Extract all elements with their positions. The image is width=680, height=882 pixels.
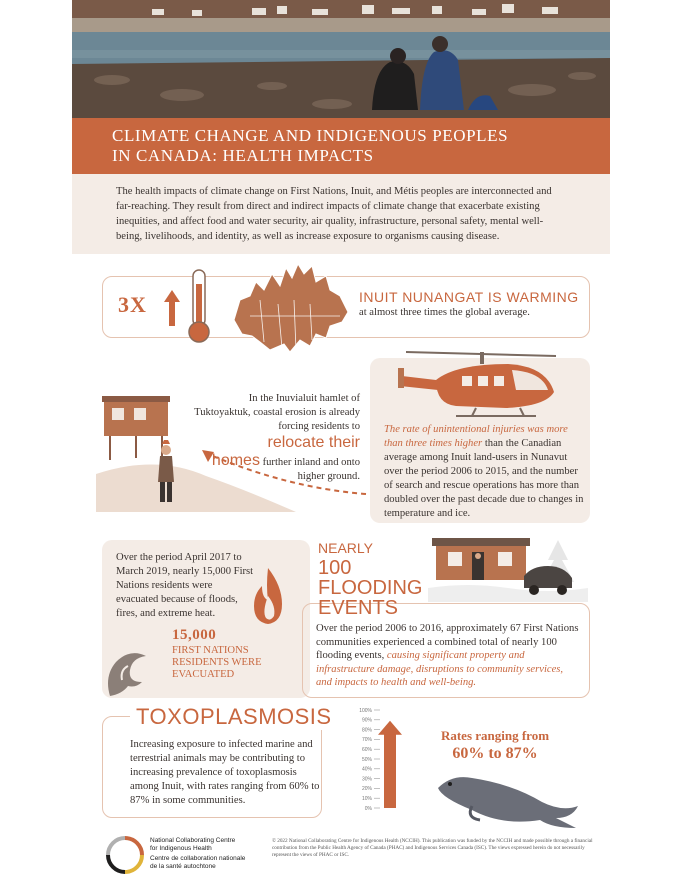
org-fr-line-1: Centre de collaboration nationale [150,855,246,862]
gauge-tick-label: 50% [361,756,372,763]
hero-photo [72,0,610,118]
org-fr-line-2: de la santé autochtone [150,863,216,870]
injury-rest: than the Canadian average among Inuit land-users in Nunavut over the period 2006 to 2015, and the number of search and rescue operations has more than doubled over the past decade due to changes in temperature and ice. [384,438,584,519]
flooding-text-main: Over the period 2006 to 2016, approximately 67 First Nations communities experienced a combined total of nearly 100 flooding events, [316,623,579,661]
erosion-post: further inland and onto higher ground. [262,457,360,482]
gauge-tick-label: 40% [361,766,372,773]
rates-line-2: 60% to 87% [452,745,538,762]
evacuation-number: 15,000 [172,627,217,643]
organization-name [150,837,245,871]
flooding-head-line-1: FLOODING [318,577,423,599]
rates-line-1: Rates ranging from [440,728,550,743]
flooding-head-small: NEARLY [318,540,373,556]
evacuation-label: FIRST NATIONS RESIDENTS WERE EVACUATED [172,645,262,680]
title-banner [72,118,610,174]
title-line-1: CLIMATE CHANGE AND INDIGENOUS PEOPLES [112,126,509,145]
org-en-line-2: for Indigenous Health [150,845,212,852]
erosion-highlight-1: relocate their [267,434,360,451]
warming-subtitle: at almost three times the global average. [359,307,530,318]
thermometer-icon [186,268,212,344]
org-en-line-1: National Collaborating Centre [150,837,236,844]
gauge-tick-label: 60% [361,747,372,753]
erosion-highlight-2: homes [211,452,260,469]
helicopter-icon [396,346,566,422]
rate-gauge-arrowhead [378,721,402,735]
gauge-tick-label: 70% [361,737,372,744]
infographic-page [72,0,610,882]
toxoplasmosis-text: Increasing exposure to infected marine and terrestrial animals may be contributing to increasing prevalence of toxoplasmosis among Inuit, with rates ranging from 60% to 87% in some communities. [130,739,320,806]
flood-wave-icon [102,636,166,698]
flooding-text [316,622,581,690]
flooding-headline [318,538,422,618]
seal-icon [432,766,582,830]
gauge-tick-label: 90% [361,717,372,724]
flooding-head-line-2: EVENTS [318,597,399,619]
gauge-tick-label: 20% [361,786,372,793]
gauge-tick-label: 80% [361,727,372,734]
rate-gauge-bar [384,733,396,808]
injury-emphasis: The rate of unintentional injuries was more than three times higher [384,424,568,449]
legal-notice: © 2022 National Collaborating Centre for Indigenous Health (NCCIH). This publication was funded by the NCCIH and made possible through a financial contribution from the Public Health Agency of Canada (PHAC) and Indigenous Services Canada (ISC). The views expressed herein do not necessarily represent the views of PHAC or ISC. [272,838,593,858]
gauge-tick-label: 10% [361,796,372,802]
arrow-up-icon [164,290,180,326]
rates-callout [430,727,560,763]
intro-paragraph: The health impacts of climate change on First Nations, Inuit, and Métis peoples are interconnected and far-reaching. They result from direct and indirect impacts of climate change that exacerbate existing inequities, and affect food and water security, air quality, infrastructure, personal safety, mental well-being, livelihoods, and identity, as well as increase exposure to organisms causing disease. [72,174,610,254]
erosion-pre: In the Inuvialuit hamlet of Tuktoyaktuk, coastal erosion is already forcing residents to [194,393,360,432]
fire-icon [248,566,288,626]
flooding-head-number: 100 [318,557,352,579]
warming-title: INUIT NUNANGAT IS WARMING [359,289,579,305]
nccih-logo [103,833,147,877]
toxoplasmosis-title: TOXOPLASMOSIS [130,704,338,730]
warming-multiplier: 3X [118,292,147,317]
gauge-tick-label: 100% [359,707,372,714]
canada-map-icon [230,260,354,362]
evacuation-text: Over the period April 2017 to March 2019, nearly 15,000 First Nations residents were evacuated because of floods, fires, and extreme heat. [116,552,254,619]
title-line-2: IN CANADA: HEALTH IMPACTS [112,146,374,165]
rate-gauge [350,704,420,816]
erosion-text [190,392,360,484]
gauge-tick-label: 0% [364,805,372,812]
hero-photo-illustration [72,0,610,118]
injury-text [384,423,584,521]
flooded-house-illustration [428,530,588,602]
gauge-tick-label: 30% [361,776,372,783]
flooding-text-emphasis: causing significant property and infrastructure damage, disruptions to community services, and impacts to health and well-being. [316,650,564,688]
